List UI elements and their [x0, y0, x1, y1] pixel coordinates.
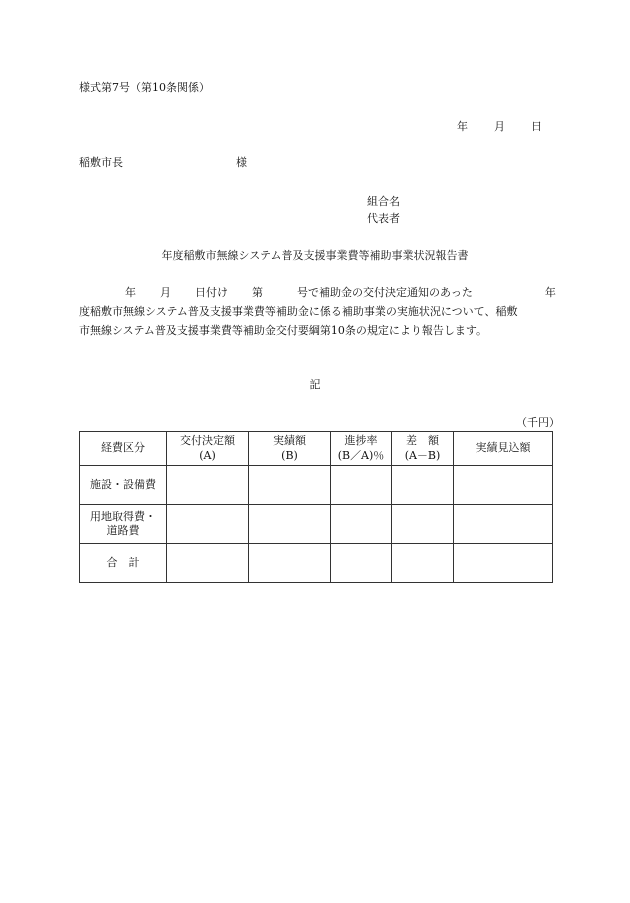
body-year: 年 — [125, 286, 136, 299]
header-actual-label: 実績額 — [273, 434, 306, 448]
body-line-3: 市無線システム普及支援事業費等補助金交付要綱第10条の規定により報告します。 — [79, 324, 488, 337]
date-line — [457, 121, 542, 132]
row-label-land-line2: 道路費 — [106, 524, 140, 537]
header-difference-label: 差 額 — [406, 434, 439, 448]
cell-empty[interactable] — [249, 544, 331, 583]
union-name-label: 組合名 — [367, 195, 400, 208]
row-label-facility: 施設・設備費 — [80, 466, 167, 505]
table-header-row — [80, 432, 553, 466]
body-tail: 号で補助金の交付決定通知のあった — [297, 286, 473, 299]
document-title: 年度稲敷市無線システム普及支援事業費等補助事業状況報告書 — [161, 249, 469, 262]
cell-empty[interactable] — [392, 505, 454, 544]
row-label-land — [80, 505, 167, 544]
addressee — [79, 157, 247, 168]
cell-empty[interactable] — [392, 466, 454, 505]
cell-empty[interactable] — [331, 544, 392, 583]
table-row — [80, 466, 553, 505]
body-line-2: 度稲敷市無線システム普及支援事業費等補助金に係る補助事業の実施状況について、稲敷 — [79, 305, 518, 318]
header-actual-sub: (B) — [281, 448, 298, 462]
header-expected: 実績見込額 — [454, 432, 553, 466]
body-dated: 日付け — [195, 286, 228, 299]
cell-empty[interactable] — [331, 505, 392, 544]
body-month: 月 — [160, 286, 171, 299]
row-label-land-line1: 用地取得費・ — [90, 509, 156, 523]
header-progress-label: 進捗率 — [344, 434, 378, 448]
cell-empty[interactable] — [454, 466, 553, 505]
header-difference — [392, 432, 454, 466]
form-number: 様式第7号（第10条関係） — [79, 81, 210, 94]
cell-empty[interactable] — [331, 466, 392, 505]
header-progress-sub: (B／A)％ — [337, 448, 385, 462]
cell-empty[interactable] — [167, 466, 249, 505]
cell-empty[interactable] — [249, 466, 331, 505]
unit-label: （千円） — [516, 416, 560, 429]
row-label-total: 合 計 — [80, 544, 167, 583]
header-grant-decision-label: 交付決定額 — [180, 434, 235, 448]
header-actual — [249, 432, 331, 466]
cell-empty[interactable] — [392, 544, 454, 583]
date-day: 日 — [531, 120, 542, 133]
addressee-honorific: 様 — [236, 156, 247, 169]
body-number-prefix: 第 — [252, 286, 263, 299]
addressee-name: 稲敷市長 — [79, 156, 123, 169]
expense-table — [79, 431, 553, 583]
date-month: 月 — [494, 120, 505, 133]
date-year: 年 — [457, 120, 468, 133]
cell-empty[interactable] — [454, 505, 553, 544]
header-grant-decision-sub: (A) — [199, 448, 216, 462]
header-difference-sub: (A－B) — [404, 448, 441, 462]
table-row — [80, 505, 553, 544]
cell-empty[interactable] — [454, 544, 553, 583]
header-grant-decision — [167, 432, 249, 466]
representative-label: 代表者 — [367, 212, 400, 225]
ki-heading: 記 — [309, 378, 321, 391]
cell-empty[interactable] — [249, 505, 331, 544]
header-progress — [331, 432, 392, 466]
body-year2: 年 — [544, 286, 556, 299]
table-row — [80, 544, 553, 583]
cell-empty[interactable] — [167, 544, 249, 583]
header-category: 経費区分 — [80, 432, 167, 466]
body-line-1 — [79, 287, 556, 298]
cell-empty[interactable] — [167, 505, 249, 544]
